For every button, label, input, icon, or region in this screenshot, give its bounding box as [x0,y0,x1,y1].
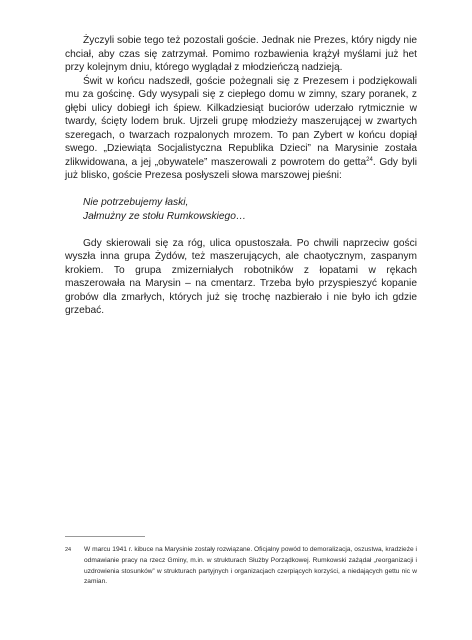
song-verse [83,196,417,223]
footnote-number: 24 [65,547,72,553]
verse-line-2: Jałmużny ze stołu Rumkowskiego… [83,210,247,222]
paragraph-2 [65,75,417,183]
footnote-text: W marcu 1941 r. kibuce na Marysinie zostały rozwiązane. Oficjalny powód to demoralizacja, oszustwa, kradzieże i odmawianie pracy na rzecz Gminy, m.in. w strukturach Służby Porządkowej. Rumkowski zażądał „reorganizacji i uzdrowienia stosunków” w strukturach partyjnych i organizacjach czerpiących korzyści, a niedających gettu nic w zamian. [84,546,417,586]
verse-line-1: Nie potrzebujemy łaski, [83,197,189,208]
footnote-reference[interactable]: 24 [366,156,373,163]
paragraph-1: Życzyli sobie tego też pozostali goście. Jednak nie Prezes, który nigdy nie chciał, aby czas się zatrzymał. Pomimo rozbawienia krążył myślami już het przy kolejnym dniu, którego wyglądał z młodzieńczą nadzieją. [65,35,417,73]
body-text [65,34,417,318]
footnote [65,545,417,588]
paragraph-2-text: Świt w końcu nadszedł, goście pożegnali się z Prezesem i podziękowali mu za gościnę. Gdy wysypali się z ciepłego domu w zimny, szary poranek, z głębi ulicy dobiegł ich śpiew. Kilkadziesiąt buciorów uderzało rytmicznie w twardy, ścięty lodem bruk. Ujrzeli grupę młodzieży maszerującej w zwartych szeregach, o twarzach rozpalonych mrozem. To pan Zybert w końcu dopiął swego. „Dziewiąta Socjalistyczna Republika Dzieci” na Marysinie została zlikwidowana, a jej „obywatele” maszerowali z powrotem do getta [65,75,417,168]
paragraph-2-text-end: . Gdy byli już blisko, goście Prezesa posłyszeli słowa marszowej pieśni: [65,156,417,181]
footnote-divider [65,536,145,537]
paragraph-3: Gdy skierowali się za róg, ulica opustoszała. Po chwili naprzeciw gości wyszła inna grupa Żydów, też maszerujących, ale chaotycznym, zaspanym krokiem. To grupa zmizerniałych robotników z łopatami w rękach maszerowała na Marysin – na cmentarz. Trzeba było przyspieszyć kopanie grobów dla zmarłych, których już się trochę nazbierało i nie było ich gdzie grzebać. [65,237,417,316]
